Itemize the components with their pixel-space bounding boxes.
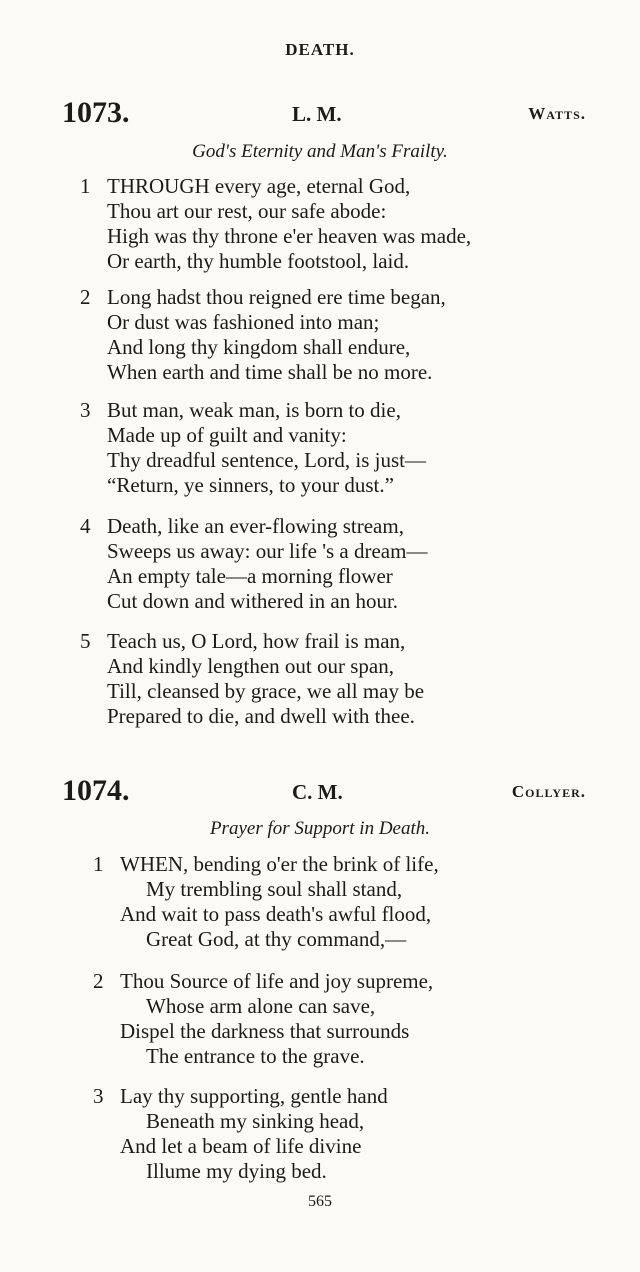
stanza [93, 1084, 613, 1184]
verse-text: THROUGH every age, eternal God, [107, 174, 411, 198]
verse-line: Prepared to die, and dwell with thee. [107, 704, 415, 728]
verse-line: And wait to pass death's awful flood, [120, 902, 432, 926]
verse-text: Lay thy supporting, gentle hand [120, 1084, 388, 1108]
verse-text: WHEN, bending o'er the brink of life, [120, 852, 439, 876]
verse-text: Death, like an ever-flowing stream, [107, 514, 404, 538]
verse-text: Thou Source of life and joy supreme, [120, 969, 434, 993]
verse-line [93, 969, 613, 994]
verse-line: Till, cleansed by grace, we all may be [107, 679, 425, 703]
hymn-title: God's Eternity and Man's Frailty. [192, 141, 448, 162]
verse-line: Dispel the darkness that surrounds [120, 1019, 410, 1043]
stanza [80, 398, 600, 498]
verse-line [93, 852, 613, 877]
stanza-number: 2 [80, 285, 91, 309]
verse-line: My trembling soul shall stand, [146, 877, 403, 901]
verse-line [80, 285, 600, 310]
stanza-number: 5 [80, 629, 91, 653]
stanza-number: 4 [80, 514, 91, 538]
verse-line: When earth and time shall be no more. [107, 360, 433, 384]
verse-line: Great God, at thy command,— [146, 927, 407, 951]
hymn-author: Watts. [528, 104, 586, 123]
verse-line: Whose arm alone can save, [146, 994, 376, 1018]
hymn-number: 1074. [62, 774, 130, 807]
hymn-heading [62, 96, 586, 130]
verse-line: Thou art our rest, our safe abode: [107, 199, 387, 223]
stanza [93, 852, 613, 952]
verse-line: And long thy kingdom shall endure, [107, 335, 411, 359]
stanza-number: 3 [93, 1084, 104, 1108]
verse-line [80, 398, 600, 423]
verse-text: Long hadst thou reigned ere time began, [107, 285, 446, 309]
verse-line [93, 1084, 613, 1109]
verse-line [80, 514, 600, 539]
verse-line [80, 174, 600, 199]
running-head: DEATH. [285, 40, 355, 59]
verse-text: But man, weak man, is born to die, [107, 398, 401, 422]
hymn-meter: L. M. [292, 102, 342, 126]
stanza [80, 629, 600, 729]
stanza [80, 285, 600, 385]
stanza [93, 969, 613, 1069]
verse-line: “Return, ye sinners, to your dust.” [107, 473, 394, 497]
verse-line: Illume my dying bed. [146, 1159, 327, 1183]
stanza [80, 514, 600, 614]
stanza-number: 1 [93, 852, 104, 876]
hymn-number: 1073. [62, 96, 130, 129]
verse-line: Beneath my sinking head, [146, 1109, 365, 1133]
stanza-number: 1 [80, 174, 91, 198]
verse-line: Cut down and withered in an hour. [107, 589, 399, 613]
stanza-number: 3 [80, 398, 91, 422]
verse-line: Sweeps us away: our life 's a dream— [107, 539, 428, 563]
page-number: 565 [308, 1193, 332, 1210]
verse-line: Or earth, thy humble footstool, laid. [107, 249, 410, 273]
verse-line: And let a beam of life divine [120, 1134, 362, 1158]
stanza-number: 2 [93, 969, 104, 993]
hymn-heading [62, 774, 586, 808]
verse-line: Thy dreadful sentence, Lord, is just— [107, 448, 426, 472]
verse-line: The entrance to the grave. [146, 1044, 365, 1068]
verse-line: Or dust was fashioned into man; [107, 310, 380, 334]
verse-line: High was thy throne e'er heaven was made, [107, 224, 472, 248]
verse-line: And kindly lengthen out our span, [107, 654, 394, 678]
stanza [80, 174, 600, 274]
hymn-title: Prayer for Support in Death. [209, 818, 431, 839]
verse-line: An empty tale—a morning flower [107, 564, 393, 588]
verse-line [80, 629, 600, 654]
hymn-meter: C. M. [292, 780, 343, 804]
verse-line: Made up of guilt and vanity: [107, 423, 347, 447]
hymn-author: Collyer. [511, 782, 586, 801]
verse-text: Teach us, O Lord, how frail is man, [107, 629, 406, 653]
